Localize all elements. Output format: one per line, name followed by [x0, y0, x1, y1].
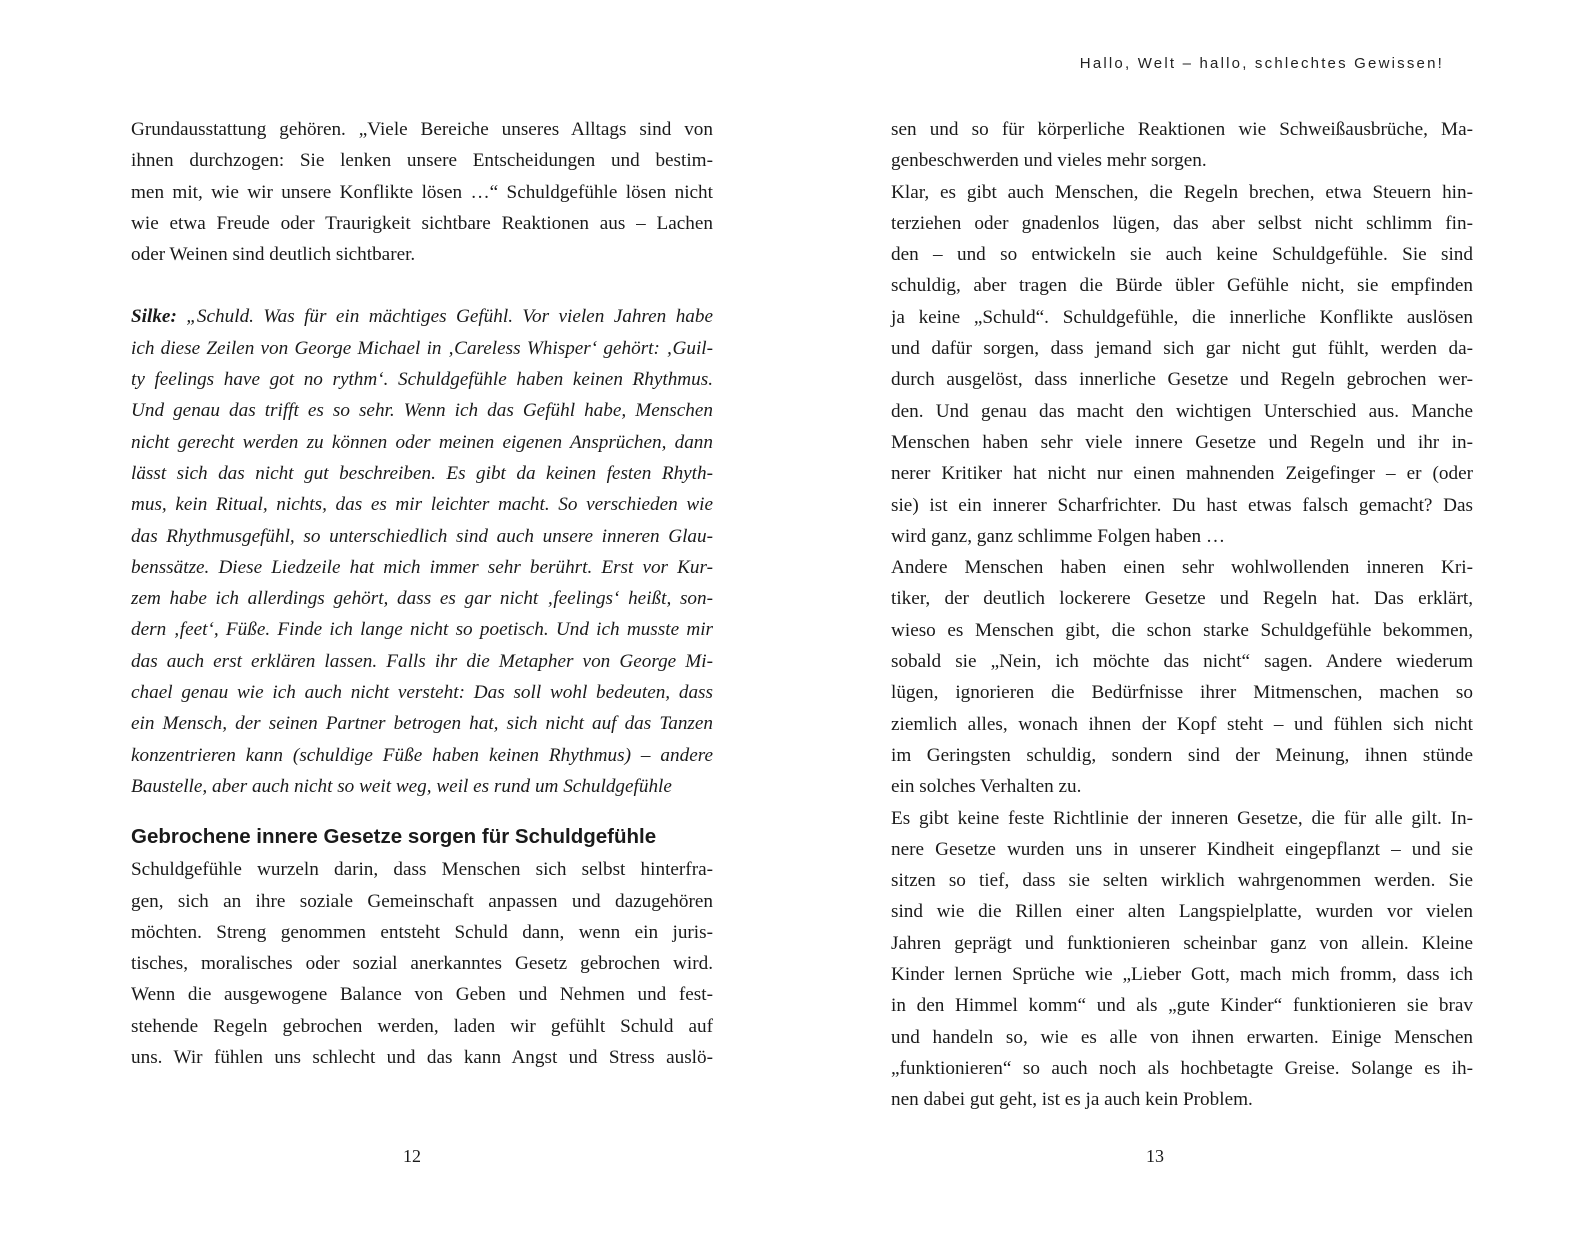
- body-line: sitzen so tief, dass sie selten wirklich wahrgenommen werden. Sie: [891, 870, 1473, 892]
- body-line: wie etwa Freude oder Traurigkeit sichtbare Reaktionen aus – Lachen: [131, 212, 713, 234]
- body-line: terziehen oder gnadenlos lügen, das aber selbst nicht schlimm fin-: [891, 212, 1473, 234]
- section-gap: [131, 802, 713, 820]
- body-line: sind wie die Rillen einer alten Langspielplatte, wurden vor vielen: [891, 901, 1473, 923]
- section-heading: Gebrochene innere Gesetze sorgen für Schuldgefühle: [131, 825, 657, 849]
- body-line: wird ganz, ganz schlimme Folgen haben …: [891, 525, 1226, 547]
- left-text-block: [131, 114, 713, 1073]
- body-line: Schuldgefühle wurzeln darin, dass Menschen sich selbst hinterfra-: [131, 859, 713, 881]
- quote-line: das auch erst erklären lassen. Falls ihr die Metapher von George Mi-: [131, 650, 713, 672]
- quote-line: benssätze. Diese Liedzeile hat mich immer sehr berührt. Erst vor Kur-: [131, 556, 713, 578]
- body-line: gen, sich an ihre soziale Gemeinschaft anpassen und dazugehören: [131, 890, 713, 912]
- body-line: genbeschwerden und vieles mehr sorgen.: [891, 150, 1207, 172]
- quote-line: ty feelings have got no rythm‘. Schuldgefühle haben keinen Rhythmus.: [131, 369, 713, 391]
- body-line: men mit, wie wir unsere Konflikte lösen …“ Schuldgefühle lösen nicht: [131, 181, 713, 203]
- body-line: Wenn die ausgewogene Balance von Geben und Nehmen und fest-: [131, 984, 713, 1006]
- quote-line: mus, kein Ritual, nichts, das es mir leichter macht. So verschieden wie: [131, 494, 713, 516]
- quote-line: Und genau das trifft es so sehr. Wenn ich das Gefühl habe, Menschen: [131, 400, 713, 422]
- body-line: oder Weinen sind deutlich sichtbarer.: [131, 244, 416, 266]
- right-text-block: [891, 114, 1473, 1116]
- body-line: Klar, es gibt auch Menschen, die Regeln brechen, etwa Steuern hin-: [891, 181, 1473, 203]
- quote-line: ein Mensch, der seinen Partner betrogen hat, sich nicht auf das Tanzen: [131, 713, 713, 735]
- quote-line: chael genau wie ich auch nicht versteht: Das soll wohl bedeuten, dass: [131, 682, 713, 704]
- body-line: sie) ist ein innerer Scharfrichter. Du hast etwas falsch gemacht? Das: [891, 494, 1473, 516]
- body-line: Grundausstattung gehören. „Viele Bereiche unseres Alltags sind von: [131, 119, 713, 140]
- body-line: durch ausgelöst, dass innerliche Gesetze und Regeln gebrochen wer-: [891, 369, 1473, 391]
- body-line: nerer Kritiker hat nicht nur einen mahnenden Zeigefinger – er (oder: [891, 463, 1473, 485]
- quote-line: dern ‚feet‘, Füße. Finde ich lange nicht so poetisch. Und ich musste mir: [131, 619, 713, 641]
- body-line: tisches, moralisches oder sozial anerkanntes Gesetz gebrochen wird.: [131, 953, 713, 975]
- body-line: in den Himmel komm“ und als „gute Kinder“ funktionieren sie brav: [891, 995, 1473, 1017]
- quote-line: ich diese Zeilen von George Michael in ‚Careless Whisper‘ gehört: ‚Guil-: [131, 337, 713, 359]
- body-line: den. Und genau das macht den wichtigen Unterschied aus. Manche: [891, 400, 1473, 422]
- body-line: schuldig, aber tragen die Bürde übler Gefühle nicht, sie empfinden: [891, 275, 1473, 297]
- body-line: Es gibt keine feste Richtlinie der inneren Gesetze, die für alle gilt. In-: [891, 807, 1473, 829]
- paragraph-gap: [131, 270, 713, 301]
- body-line: Kinder lernen Sprüche wie „Lieber Gott, mach mich fromm, dass ich: [891, 964, 1473, 986]
- body-line: möchten. Streng genommen entsteht Schuld dann, wenn ein juris-: [131, 921, 713, 943]
- body-line: nere Gesetze wurden uns in unserer Kindheit eingepflanzt – und sie: [891, 838, 1473, 860]
- quote-first-text: „Schuld. Was für ein mächtiges Gefühl. Vor vielen Jahren habe: [176, 306, 713, 328]
- body-line: ja keine „Schuld“. Schuldgefühle, die innerliche Konflikte auslösen: [891, 306, 1473, 328]
- quote-line: lässt sich das nicht gut beschreiben. Es gibt da keinen festen Rhyth-: [131, 462, 713, 484]
- body-line: sen und so für körperliche Reaktionen wie Schweißausbrüche, Ma-: [891, 119, 1473, 140]
- body-line: stehende Regeln gebrochen werden, laden wir gefühlt Schuld auf: [131, 1015, 713, 1037]
- body-line: im Geringsten schuldig, sondern sind der Meinung, ihnen stünde: [891, 744, 1473, 766]
- body-line: wieso es Menschen gibt, die schon starke Schuldgefühle bekommen,: [891, 619, 1473, 641]
- body-line: lügen, ignorieren die Bedürfnisse ihrer Mitmenschen, machen so: [891, 682, 1473, 704]
- body-line: Menschen haben sehr viele innere Gesetze und Regeln und ihr in-: [891, 431, 1473, 453]
- quote-line: das Rhythmusgefühl, so unterschiedlich sind auch unsere inneren Glau-: [131, 525, 713, 547]
- right-page: [797, 0, 1594, 1240]
- body-line: „funktionieren“ so auch noch als hochbetagte Greise. Solange es ih-: [891, 1057, 1473, 1079]
- quote-line: [131, 301, 713, 332]
- body-line: den – und so entwickeln sie auch keine Schuldgefühle. Sie sind: [891, 244, 1473, 266]
- quote-line: zem habe ich allerdings gehört, dass es gar nicht ‚feelings‘ heißt, son-: [131, 588, 713, 610]
- body-line: ihnen durchzogen: Sie lenken unsere Entscheidungen und bestim-: [131, 150, 713, 172]
- body-line: sobald sie „Nein, ich möchte das nicht“ sagen. Andere wiederum: [891, 651, 1473, 673]
- page-number: 12: [403, 1146, 421, 1166]
- page-number: 13: [1146, 1146, 1164, 1166]
- body-line: nen dabei gut geht, ist es ja auch kein Problem.: [891, 1089, 1253, 1111]
- body-line: Andere Menschen haben einen sehr wohlwollenden inneren Kri-: [891, 557, 1473, 579]
- body-line: ziemlich alles, wonach ihnen der Kopf steht – und fühlen sich nicht: [891, 713, 1473, 735]
- quote-line: nicht gerecht werden zu können oder meinen eigenen Ansprüchen, dann: [131, 431, 713, 453]
- running-head: Hallo, Welt – hallo, schlechtes Gewissen!: [1079, 55, 1444, 72]
- quote-line: konzentrieren kann (schuldige Füße haben keinen Rhythmus) – andere: [131, 744, 713, 766]
- quote-speaker: Silke:: [131, 306, 177, 328]
- quote-line: Baustelle, aber auch nicht so weit weg, weil es rund um Schuldgefühle: [131, 775, 672, 797]
- body-line: uns. Wir fühlen uns schlecht und das kann Angst und Stress auslö-: [131, 1047, 713, 1069]
- body-line: und dafür sorgen, dass jemand sich gar nicht gut fühlt, werden da-: [891, 338, 1473, 360]
- body-line: Jahren geprägt und funktionieren scheinbar ganz von allein. Kleine: [891, 932, 1473, 954]
- body-line: tiker, der deutlich lockerere Gesetze und Regeln hat. Das erklärt,: [891, 588, 1473, 610]
- body-line: ein solches Verhalten zu.: [891, 776, 1082, 798]
- body-line: und handeln so, wie es alle von ihnen erwarten. Einige Menschen: [891, 1026, 1473, 1048]
